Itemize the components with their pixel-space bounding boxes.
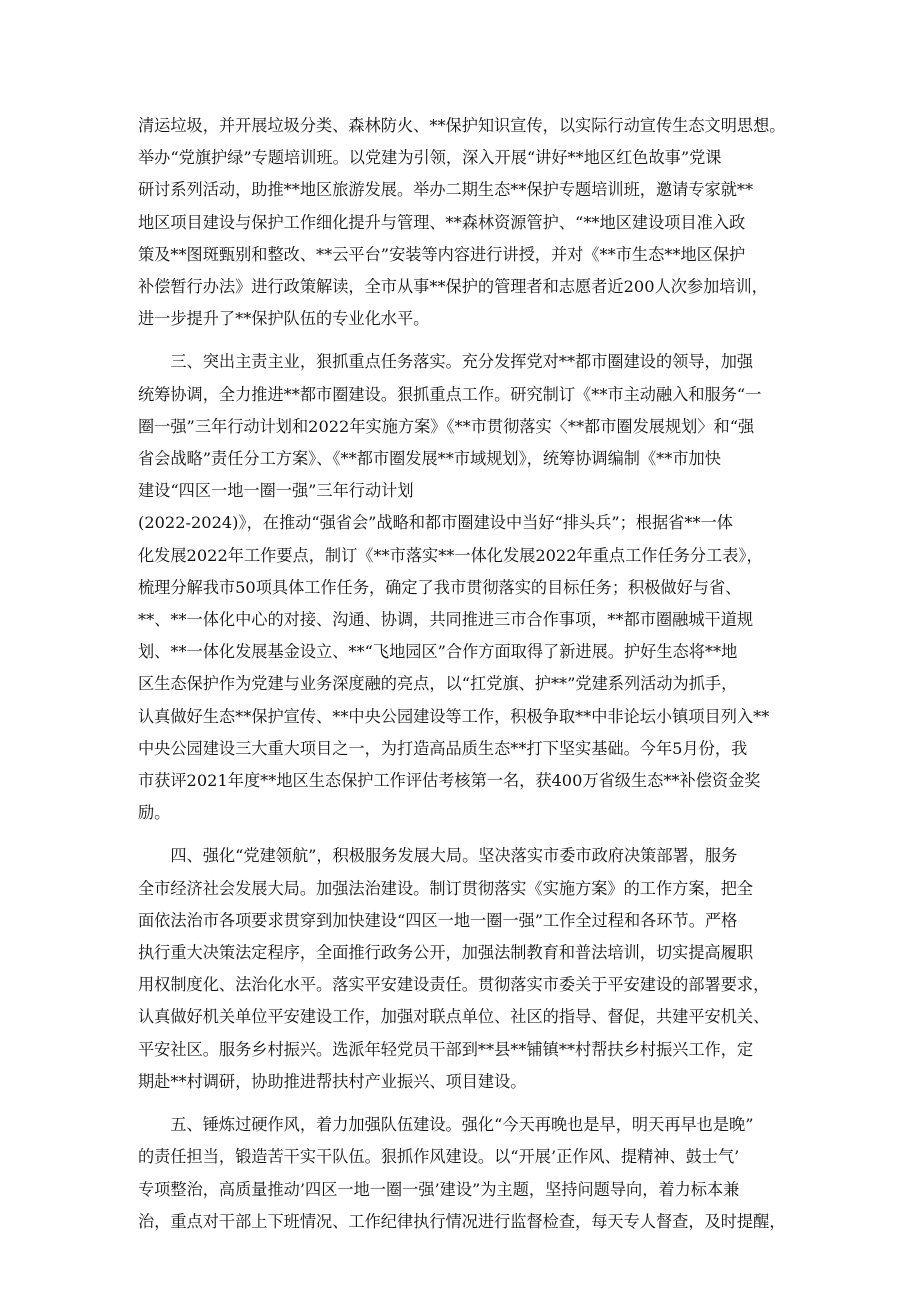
text-line: 认真做好生态**保护宣传、**中央公园建设等工作，积极争取**中非论坛小镇项目列入** [138,706,770,726]
paragraph-spacer [138,829,800,840]
text-line: 治，重点对干部上下班情况、工作纪律执行情况进行监督检查，每天专人督查，及时提醒， [138,1211,786,1231]
text-line: 专项整治，高质量推动’四区一地一圈一强’建设”为主题，坚持问题导向，着力标本兼 [138,1179,740,1199]
text-line: 区生态保护作为党建与业务深度融的亮点，以“扛党旗、护**”党建系列活动为抓手， [138,674,738,694]
document-body [138,110,800,1238]
paragraph-spacer [138,335,800,346]
paragraph-spacer [138,1098,800,1109]
text-line: 划、**一体化发展基金设立、**“飞地园区”合作方面取得了新进展。护好生态将**地 [138,642,738,662]
text-line: 省会战略”责任分工方案》、《**都市圈发展**市域规划》，统筹协调编制《**市加快 [138,449,721,469]
paragraph [138,1109,800,1238]
text-line: 统筹协调，全力推进**都市圈建设。狠抓重点工作。研究制订《**市主动融入和服务“一 [138,384,762,404]
text-line: **、**一体化中心的对接、沟通、协调，共同推进三市合作事项，**都市圈融城干道规 [138,610,754,630]
text-line: 执行重大决策法定程序，全面推行政务公开，加强法制教育和普法培训，切实提高履职 [138,943,754,963]
text-line: 用权制度化、法治化水平。落实平安建设责任。贯彻落实市委关于平安建设的部署要求， [138,975,770,995]
paragraph [138,840,800,1098]
text-line: 市获评2021年度**地区生态保护工作评估考核第一名，获400万省级生态**补偿资金奖 [138,771,761,791]
text-line: 清运垃圾，并开展垃圾分类、森林防火、**保护知识宣传，以实际行动宣传生态文明思想。 [138,116,786,135]
text-line: 三、突出主责主业，狠抓重点任务落实。充分发挥党对**都市圈建设的领导，加强 [138,352,754,372]
text-line: 圈一强”三年行动计划和2022年实施方案》《**市贯彻落实〈**都市圈发展规划〉和“强 [138,416,755,436]
text-line: 认真做好机关单位平安建设工作，加强对联点单位、社区的指导、督促，共建平安机关、 [138,1007,770,1027]
text-line: 中央公园建设三大重大项目之一，为打造高品质生态**打下坚实基础。今年5月份，我 [138,738,748,758]
text-line: 补偿暂行办法》进行政策解读，全市从事**保护的管理者和志愿者近200人次参加培训， [138,277,768,297]
text-line: 全市经济社会发展大局。加强法治建设。制订贯彻落实《实施方案》的工作方案，把全 [138,878,754,898]
text-line: (2022-2024)》，在推动“强省会”战略和都市圈建设中当好“排头兵”；根据省**一体 [138,513,733,533]
text-line: 建设“四区一地一圈一强”三年行动计划 [138,481,414,501]
text-line: 五、锤炼过硬作风，着力加强队伍建设。强化“今天再晚也是早，明天再早也是晚” [138,1115,754,1135]
text-line: 的责任担当，锻造苦干实干队伍。狠抓作风建设。以“开展’正作风、提精神、鼓士气’ [138,1147,740,1167]
text-line: 四、强化“党建领航”，积极服务发展大局。坚决落实市委市政府决策部署，服务 [138,846,738,866]
text-line: 研讨系列活动，助推**地区旅游发展。举办二期生态**保护专题培训班，邀请专家就** [138,180,754,200]
text-line: 进一步提升了**保护队伍的专业化水平。 [138,309,430,329]
text-line: 化发展2022年工作要点，制订《**市落实**一体化发展2022年重点工作任务分工表》， [138,545,763,565]
text-line: 策及**图斑甄别和整改、**云平台”安装等内容进行讲授，并对《**市生态**地区保护 [138,244,746,264]
text-line: 面依法治市各项要求贯穿到加快建设“四区一地一圈一强”工作全过程和各环节。严格 [138,910,738,930]
text-line: 梳理分解我市50项具体工作任务，确定了我市贯彻落实的目标任务；积极做好与省、 [138,577,742,597]
text-line: 地区项目建设与保护工作细化提升与管理、**森林资源管护、“**地区建设项目准入政 [138,212,746,232]
text-line: 励。 [138,803,171,823]
paragraph [138,346,800,829]
paragraph [138,110,800,335]
text-line: 举办“党旗护绿”专题培训班。以党建为引领，深入开展“讲好**地区红色故事”党课 [138,148,722,168]
text-line: 期赴**村调研，协助推进帮扶村产业振兴、项目建设。 [138,1071,527,1091]
text-line: 平安社区。服务乡村振兴。选派年轻党员干部到**县**铺镇**村帮扶乡村振兴工作，定 [138,1039,754,1059]
